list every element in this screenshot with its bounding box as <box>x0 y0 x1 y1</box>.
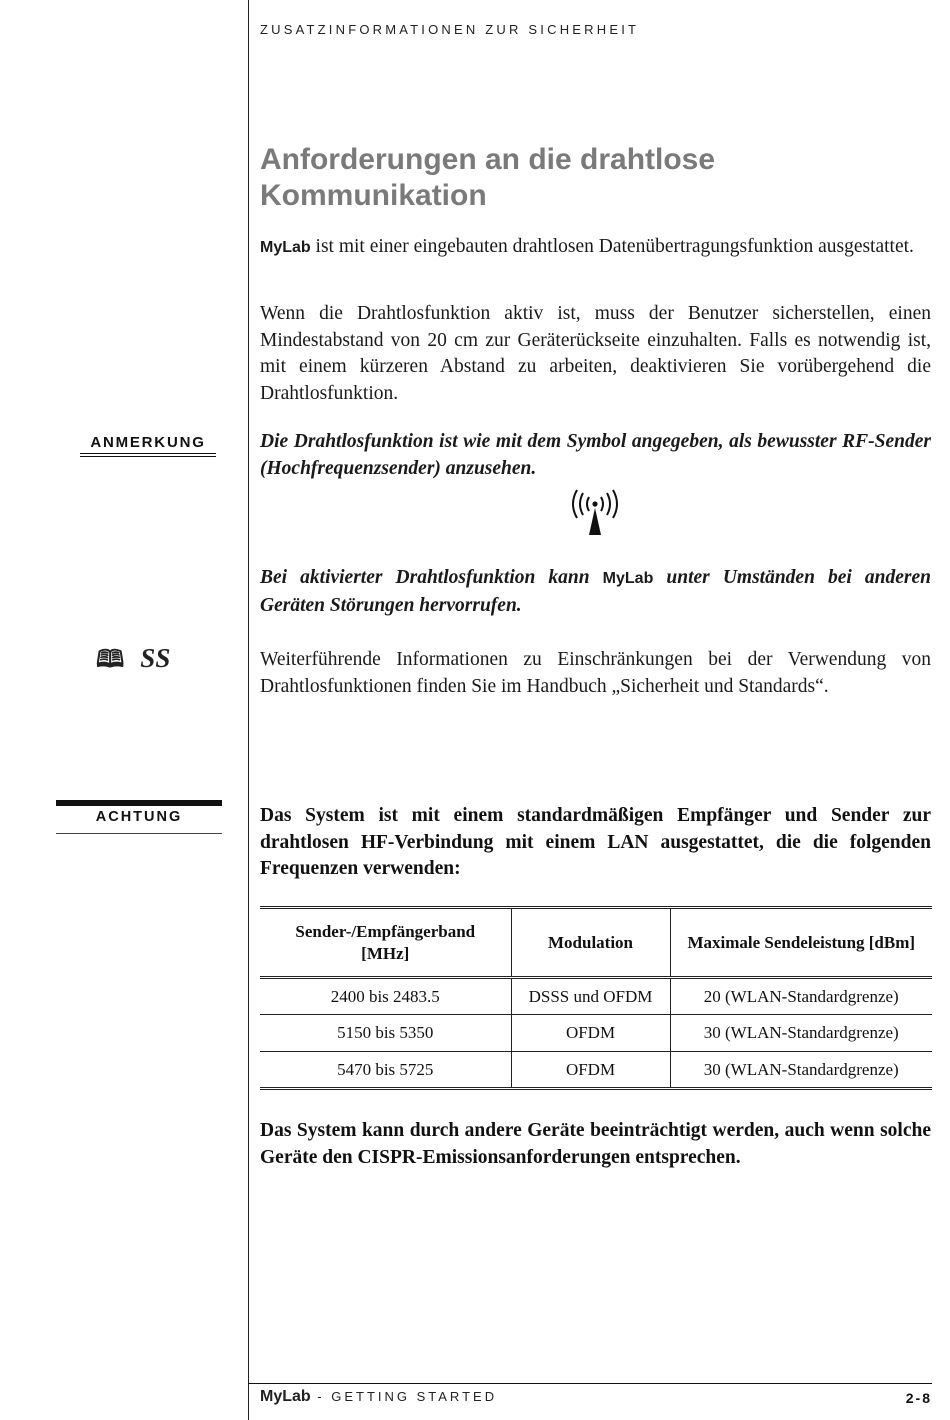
rf-transmitter-icon <box>568 488 622 538</box>
table-row <box>260 1052 932 1089</box>
reference-label: SS <box>140 643 171 673</box>
frequency-table <box>260 906 932 1090</box>
interference-note: Bei aktivierter Drahtlosfunktion kann MyLab unter Umständen bei anderen Geräten Störungen hervorrufen. <box>260 567 931 616</box>
intro-paragraph <box>260 234 931 262</box>
distance-paragraph: Wenn die Drahtlosfunktion aktiv ist, muss der Benutzer sicherstellen, einen Mindestabstand von 20 cm zur Geräterückseite einzuhalten. Falls es notwendig ist, mit einem kürzeren Abstand zu arbeiten, deaktivieren Sie vorübergehend die Drahtlosfunktion. <box>260 303 931 404</box>
reference-marker <box>96 642 170 683</box>
footer-text: - GETTING STARTED <box>310 1389 498 1404</box>
warning-text: Das System ist mit einem standardmäßigen Empfänger und Sender zur drahtlosen HF-Verbindung mit einem LAN ausgestattet, die die folgenden Frequenzen verwenden: <box>260 805 931 879</box>
reference-text: Weiterführende Informationen zu Einschränkungen bei der Verwendung von Drahtlosfunktionen finden Sie im Handbuch „Sicherheit und Standards“. <box>260 649 931 697</box>
table-cell: 20 (WLAN-Standardgrenze) <box>670 978 932 1015</box>
brand-name: MyLab <box>602 570 654 587</box>
warning-rule <box>56 833 222 834</box>
table-cell: DSSS und OFDM <box>511 978 670 1015</box>
book-icon: 🕮 <box>96 647 125 673</box>
table-row <box>260 1015 932 1052</box>
footer-rule <box>248 1383 932 1384</box>
footer-brand: MyLab <box>260 1388 311 1405</box>
note-text: Die Drahtlosfunktion ist wie mit dem Symbol angegeben, als bewusster RF-Sender (Hochfrequenzsender) anzusehen. <box>260 431 931 479</box>
margin-rule <box>248 0 249 1420</box>
note-label: ANMERKUNG <box>90 434 206 451</box>
section-title: Anforderungen an die drahtlose Kommunikation <box>260 143 716 212</box>
table-cell: 2400 bis 2483.5 <box>260 978 511 1015</box>
column-header: Sender-/Empfängerband [MHz] <box>260 908 511 978</box>
table-cell: OFDM <box>511 1052 670 1089</box>
table-row <box>260 978 932 1015</box>
column-header: Maximale Sendeleistung [dBm] <box>670 908 932 978</box>
note-underline <box>80 453 216 454</box>
table-cell: 5150 bis 5350 <box>260 1015 511 1052</box>
table-cell: 30 (WLAN-Standardgrenze) <box>670 1015 932 1052</box>
table-cell: OFDM <box>511 1015 670 1052</box>
closing-text: Das System kann durch andere Geräte beeinträchtigt werden, auch wenn solche Geräte den CISPR-Emissionsanforderungen entsprechen. <box>260 1120 931 1168</box>
running-footer <box>260 1388 497 1406</box>
running-header: ZUSATZINFORMATIONEN ZUR SICHERHEIT <box>260 22 640 37</box>
intro-text: ist mit einer eingebauten drahtlosen Datenübertragungsfunktion ausgestattet. <box>310 236 914 257</box>
table-header-row <box>260 908 932 978</box>
warning-bar <box>56 800 222 806</box>
warning-label: ACHTUNG <box>95 809 183 825</box>
page-number: 2-8 <box>905 1390 932 1406</box>
column-header: Modulation <box>511 908 670 978</box>
brand-name: MyLab <box>260 239 311 256</box>
table-cell: 30 (WLAN-Standardgrenze) <box>703 1059 899 1079</box>
table-cell: 5470 bis 5725 <box>260 1052 511 1089</box>
note-underline-2 <box>80 456 216 457</box>
